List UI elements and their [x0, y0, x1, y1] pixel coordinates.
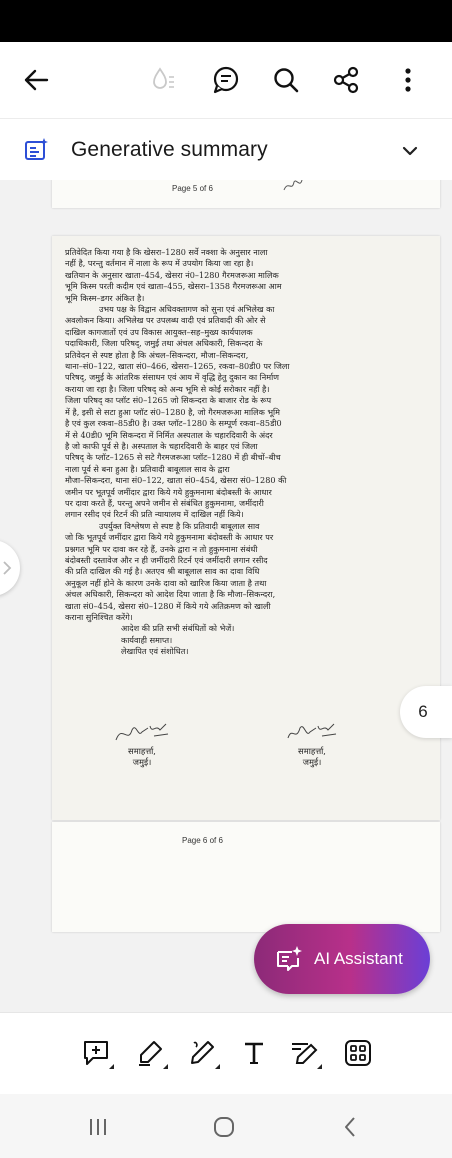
tool-options-indicator: [215, 1064, 220, 1069]
back-arrow-icon: [23, 69, 49, 91]
tool-options-indicator: [109, 1064, 114, 1069]
page-count-badge[interactable]: 6: [400, 686, 452, 738]
text-icon: [242, 1040, 266, 1066]
page-5: [52, 180, 440, 208]
generative-summary-title: Generative summary: [71, 138, 268, 161]
home-icon: [212, 1116, 236, 1138]
search-icon: [273, 67, 299, 93]
all-tools-button[interactable]: [338, 1033, 378, 1073]
liquid-mode-icon: [150, 66, 176, 94]
signature-right: [272, 720, 352, 768]
top-toolbar: [0, 42, 452, 118]
doc-line: लगान रसीद एवं रिटर्न की प्रति न्यायालय में दाखिल नहीं किये।: [65, 509, 244, 520]
share-button[interactable]: [328, 62, 364, 98]
signature-left-title: समाहर्त्ता,: [128, 746, 156, 756]
doc-line: बंदोबस्ती दस्तावेज और न ही जमींदारी रिटर्न एवं जमींदारी लगान रसीद: [65, 554, 268, 565]
page-navigator-handle[interactable]: [0, 540, 20, 596]
doc-line: भूमि किस्म परती कदीम एवं खाता–455, खेसरा–1358 गैरमजरूआ आम: [65, 281, 282, 292]
generative-summary-icon: [24, 137, 50, 163]
signature-mark: [282, 180, 304, 194]
ai-assistant-button[interactable]: [254, 924, 430, 994]
doc-line: अनुकूल नहीं होने के कारण उनके दावा को खारिज किया जाता है तथा: [65, 577, 267, 588]
all-tools-icon: [344, 1039, 372, 1067]
draw-icon: [188, 1039, 216, 1067]
chevron-right-icon: [2, 560, 12, 576]
doc-line: कराना सुनिश्चित करेंगे।: [65, 612, 133, 622]
system-back-button[interactable]: [330, 1112, 370, 1142]
doc-line: है एवं कुल रकवा–85डी0 है। उक्त प्लॉट–1280 के सम्पूर्ण रकवा–85डी0: [65, 418, 282, 429]
signature-right-title: समाहर्त्ता,: [298, 746, 326, 756]
more-vertical-icon: [404, 67, 412, 93]
doc-line: खाता सं0–454, खेसरा सं0–1280 में किये गये अतिक्रमण को खाली: [65, 600, 271, 611]
doc-line: भूमि किस्म–डगर अंकित है।: [65, 292, 145, 303]
signature-right-place: जमुई।: [302, 757, 322, 767]
doc-line: प्रतिवेदित किया गया है कि खेसरा–1280 सर्वे नक्शा के अनुसार नाला: [65, 247, 268, 257]
doc-line: जमीन पर भूतपूर्व जमींदार द्वारा किये गये हुकुमनामा बंदोबस्ती के आधार: [65, 486, 272, 497]
doc-line: प्रतिवेदन से स्पष्ट होता है कि अंचल–सिकन्दरा, मौजा–सिकन्दरा,: [65, 349, 249, 360]
recents-button[interactable]: [78, 1112, 118, 1142]
sign-button[interactable]: [284, 1033, 324, 1073]
doc-line: में से 40डी0 भूमि सिकन्दरा में निर्मित अस्पताल के चहारदिवारी के अंदर: [65, 429, 273, 440]
doc-line: परिषद्, जमुई के आंतरिक संसाधन एवं आय में वृद्धि हेतु दुकान का निर्माण: [65, 372, 280, 383]
home-button[interactable]: [204, 1112, 244, 1142]
tool-options-indicator: [163, 1064, 168, 1069]
page-6-footer: [52, 822, 440, 932]
comment-button[interactable]: [208, 62, 244, 98]
doc-line: की प्रति दाखिल की गई है। अतएव श्री बाबूलाल साव का दावा विधि: [65, 566, 260, 577]
doc-line: है जो काफी पूर्व से है। अस्पताल के चहारदिवारी के बाहर एवं जिला: [65, 440, 258, 451]
status-bar: [0, 0, 452, 42]
doc-line: नहीं है, परन्तु वर्तमान में नाला के रूप में उपयोग किया जा रहा है।: [65, 258, 254, 269]
recents-icon: [87, 1117, 109, 1137]
highlight-button[interactable]: [130, 1033, 170, 1073]
page-6-scan: [52, 236, 440, 820]
doc-line: में है, इसी से सटा हुआ प्लॉट सं0–1280 है, जो गैरमजरूआ मालिक भूमि: [65, 406, 280, 417]
doc-line: प्रश्नगत भूमि पर दावा कर रहे हैं, उनके द्वारा न तो हुकुमनामा संबंधी: [65, 543, 258, 554]
ai-assistant-icon: [274, 944, 304, 974]
doc-line: लेखापित एवं संशोधित।: [121, 646, 189, 657]
search-button[interactable]: [268, 62, 304, 98]
doc-line: जिला परिषद् का प्लॉट सं0–1265 जो सिकन्दरा के बाजार रोड के रूप: [65, 395, 272, 406]
share-icon: [332, 66, 360, 94]
page-5-label: Page 5 of 6: [172, 184, 213, 193]
doc-line: पर दावा करते हैं, परन्तु अपने जमीन से संबंधित हुकुमनामा, जमींदारी: [65, 497, 264, 508]
document-viewer[interactable]: [0, 180, 452, 1012]
more-button[interactable]: [390, 62, 426, 98]
signature-left-place: जमुई।: [132, 757, 152, 767]
back-icon: [342, 1116, 358, 1138]
add-comment-icon: [82, 1039, 110, 1067]
page-6-label: Page 6 of 6: [182, 836, 223, 845]
highlight-icon: [136, 1039, 164, 1067]
doc-line: उभय पक्ष के विद्वान अधिवक्तागण को सुना एवं अभिलेख का: [99, 304, 275, 315]
doc-line: थाना–सं0–122, खाता सं0–466, खेसरा–1265, रकवा–80डी0 पर जिला: [65, 361, 290, 372]
signature-left: [102, 720, 182, 768]
doc-line: दाखिल कागजातों एवं उप विकास आयुक्त–सह–मुख्य कार्यपालक: [65, 326, 253, 337]
chevron-down-icon[interactable]: [398, 139, 422, 163]
draw-button[interactable]: [182, 1033, 222, 1073]
doc-line: कराया जा रहा है। जिला परिषद् को अन्य भूमि से कोई सरोकार नहीं है।: [65, 383, 270, 394]
ai-assistant-label: AI Assistant: [314, 949, 403, 968]
signature-scribble: [282, 720, 342, 746]
liquid-mode-button[interactable]: [145, 62, 181, 98]
add-comment-button[interactable]: [76, 1033, 116, 1073]
tool-options-indicator: [317, 1064, 322, 1069]
doc-line: आदेश की प्रति सभी संबंधितों को भेजें।: [121, 623, 235, 634]
doc-line: जो कि भूतपूर्व जमींदार द्वारा किये गये हुकुमनामा बंदोवस्ती के आधार पर: [65, 532, 274, 543]
doc-line: पदाधिकारी, जिला परिषद्, जमुई तथा अंचल अधिकारी, सिकन्दरा के: [65, 338, 263, 349]
doc-line: परिषद् के प्लॉट–1265 से सटे गैरमजरूआ प्लॉट–1280 में ही बीचों–बीच: [65, 452, 281, 463]
comment-icon: [212, 66, 240, 94]
signature-scribble: [112, 720, 172, 746]
doc-line: खतियान के अनुसार खाता–454, खेसरा नं0–1280 गैरमजरूआ मालिक: [65, 269, 279, 280]
bottom-toolbar: [0, 1012, 452, 1094]
document-body: [65, 247, 426, 658]
text-button[interactable]: [234, 1033, 274, 1073]
doc-line: नाला पूर्व से बना हुआ है। प्रतिवादी बाबूलाल साव के द्वारा: [65, 463, 230, 474]
doc-line: मौजा–सिकन्दरा, थाना सं0–122, खाता सं0–454, खेसरा सं0–1280 की: [65, 475, 287, 486]
doc-line: कार्यवाही समाप्त।: [121, 634, 173, 645]
doc-line: अंचल अधिकारी, सिकन्दरा को आदेश दिया जाता है कि मौजा–सिकन्दरा,: [65, 589, 276, 600]
sign-icon: [289, 1039, 319, 1067]
back-button[interactable]: [18, 62, 54, 98]
system-navigation-bar: [0, 1094, 452, 1158]
doc-line: अवलोकन किया। अभिलेख पर उपलब्ध वादी एवं प्रतिवादी की ओर से: [65, 315, 266, 326]
generative-summary-bar[interactable]: [0, 118, 452, 180]
doc-line: उपर्युक्त विश्लेषण से स्पष्ट है कि प्रतिवादी बाबूलाल साव: [99, 520, 260, 531]
